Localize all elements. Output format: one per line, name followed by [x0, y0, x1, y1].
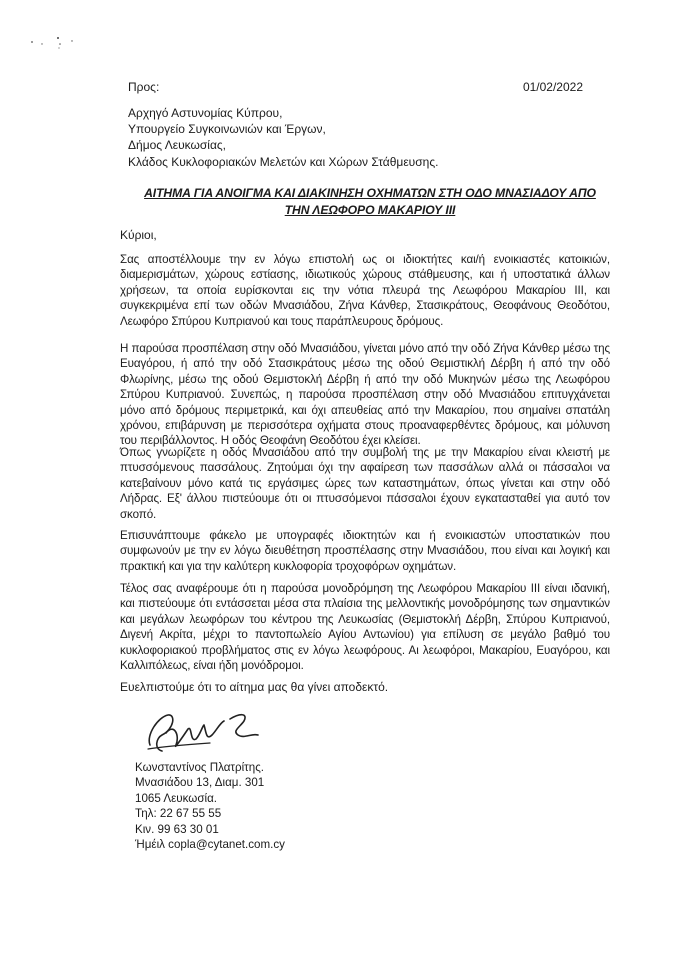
- letter-header: [128, 80, 583, 94]
- handwritten-signature: [140, 705, 275, 760]
- sender-city: 1065 Λευκωσία.: [135, 791, 217, 805]
- to-label: Προς:: [128, 80, 160, 94]
- subject-line: ΑΙΤΗΜΑ ΓΙΑ ΑΝΟΙΓΜΑ ΚΑΙ ΔΙΑΚΙΝΗΣΗ ΟΧΗΜΑΤΩΝ ΣΤΗ ΟΔΟ ΜΝΑΣΙΑΔΟΥ ΑΠΟ: [144, 186, 596, 200]
- letter-date: 01/02/2022: [522, 80, 583, 94]
- recipients-block: [128, 105, 438, 170]
- recipient-line: Κλάδος Κυκλοφοριακών Μελετών και Χώρων Στάθμευσης.: [128, 154, 439, 169]
- sender-address: Μνασιάδου 13, Διαμ. 301: [135, 776, 265, 790]
- sender-phone: Τηλ: 22 67 55 55: [135, 807, 222, 821]
- body-paragraph: Σας αποστέλλουμε την εν λόγω επιστολή ως οι ιδιοκτήτες και/ή ενοικιαστές κατοικιών, διαμερισμάτων, χώρους εστίασης, ιδιωτικούς χώρους στάθμευσης, και ή υποστατικά άλλων χρήσεων, τα οποία ευρίσκονται εις την νότια πλευρά της Λεωφόρου Μακαρίου ΙΙΙ, και συγκεκριμένα επί των οδών Μνασιάδου, Ζήνα Κάνθερ, Στασικράτους, Θεοφάνους Θεοδότου, Λεωφόρο Σπύρου Κυπριανού και τους παράπλευρους δρόμους.: [120, 253, 610, 328]
- sender-mobile: Κιν. 99 63 30 01: [135, 822, 219, 836]
- recipient-line: Αρχηγό Αστυνομίας Κύπρου,: [128, 106, 283, 120]
- sender-name: Κωνσταντίνος Πλατρίτης.: [135, 761, 265, 774]
- scan-specks: [28, 32, 78, 52]
- sender-email: Ήμέιλ copla@cytanet.com.cy: [135, 838, 285, 852]
- recipient-line: Δήμος Λευκωσίας,: [128, 138, 227, 153]
- subject-line: ΤΗΝ ΛΕΩΦΟΡΟ ΜΑΚΑΡΙΟΥ ΙΙΙ: [284, 203, 456, 217]
- body-paragraph: Η παρούσα προσπέλαση στην οδό Μνασιάδου, γίνεται μόνο από την οδό Ζήνα Κάνθερ μέσω της Ευαγόρου, ή από την οδό Στασικράτους μέσω της οδού Θεμιστικλή Δέρβη ή από την οδό Φλωρίνης, μέσω της οδού Θεμιστοκλή Δέρβη ή από την οδό Μυκηνών μέσω της Λεωφόρου Σπύρου Κυπριανού. Συνεπώς, η παρούσα προσπέλαση στην οδό Μνασιάδου επιτυγχάνεται μόνο από δρόμους περιμετρικά, και όχι απευθείας από την Μακαρίου, που σημαίνει σπατάλη χρόνου, επιβάρυνση με περισσότερα οχήματα στους προαναφερθέντες δρόμους, και μόλυνση του περιβάλλοντος. Η οδός Θεοφάνη Θεοδότου έχει κλείσει.: [120, 342, 610, 448]
- recipient-line: Υπουργείο Συγκοινωνιών και Έργων,: [128, 122, 326, 137]
- body-paragraph: Τέλος σας αναφέρουμε ότι η παρούσα μονοδρόμηση της Λεωφόρου Μακαρίου ΙΙΙ είναι ιδανική, και πιστεύουμε ότι εντάσσεται μέσα στα πλαίσια της μελλοντικής μονοδρόμησης των σημαντικών και μεγάλων λεωφόρων του κέντρου της Λευκωσίας (Θεμιστοκλή Δέρβη, Σπύρου Κυπριανού, Διγενή Ακρίτα, μέχρι το παντοπωλείο Αγίου Αντωνίου) για επίλυση σε μεγάλο βαθμό του κυκλοφοριακού προβλήματος στις εν λόγω λεωφόρους. Αι λεωφόροι, Μακαρίου, Ευαγόρου, και Καλλιπόλεως, είναι ήδη μονόδρομοι.: [120, 582, 610, 673]
- salutation: Κύριοι,: [120, 228, 157, 242]
- subject-heading: [120, 185, 620, 219]
- closing-line: Ευελπιστούμε ότι το αίτημα μας θα γίνει αποδεκτό.: [120, 680, 389, 694]
- body-paragraph: Επισυνάπτουμε φάκελο με υπογραφές ιδιοκτητών και ή ενοικιαστών υποστατικών που συμφωνούν με την εν λόγω διευθέτηση προσπέλασης στην Μνασιάδου, που είναι και λογική και πρακτική και για την καλύτερη κυκλοφορία τροχοφόρων οχημάτων.: [120, 529, 610, 573]
- sender-block: [135, 760, 285, 852]
- body-paragraph: Όπως γνωρίζετε η οδός Μνασιάδου από την συμβολή της με την Μακαρίου είναι κλειστή με πτυσσόμενους πασσάλους. Ζητούμαι όχι την αφαίρεση των πασσάλων αλλά οι πάσσαλοι να κατεβαίνουν μόνο κατά τις εργάσιμες ώρες των καταστημάτων, όπως γίνεται και στην οδό Λήδρας. Εξ' άλλου πιστεύουμε ότι οι πτυσσόμενοι πάσσαλοι έχουν εγκατασταθεί για αυτό τον σκοπό.: [120, 446, 610, 521]
